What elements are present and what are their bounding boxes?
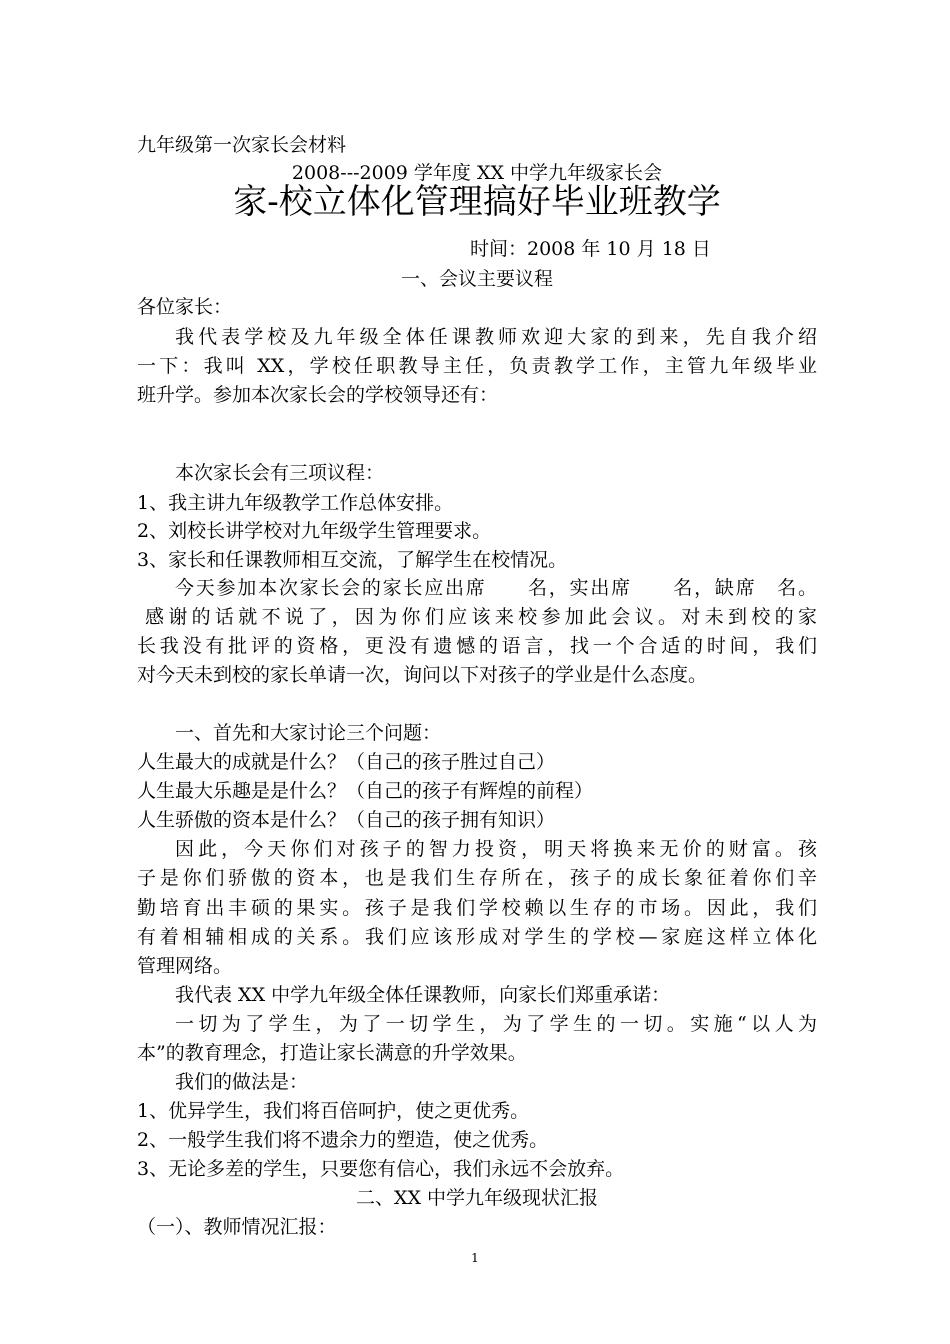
- document-header: 九年级第一次家长会材料: [137, 134, 347, 156]
- approach-intro: 我们的做法是：: [175, 1071, 309, 1093]
- document-subtitle: 2008---2009 学年度 XX 中学九年级家长会: [291, 162, 663, 184]
- intro-line: 班升学。参加本次家长会的学校领导还有：: [137, 384, 499, 406]
- promise-line: 一切为了学生，为了一切学生，为了学生的一切。实施“以人为: [175, 1013, 817, 1035]
- approach-item: 2、一般学生我们将不遗余力的塑造，使之优秀。: [137, 1129, 549, 1151]
- agenda-intro: 本次家长会有三项议程：: [175, 462, 385, 484]
- approach-item: 1、优异学生，我们将百倍呵护，使之更优秀。: [137, 1100, 530, 1122]
- greeting: 各位家长：: [137, 296, 233, 318]
- therefore-line: 勤培育出丰硕的果实。孩子是我们学校赖以生存的市场。因此，我们: [137, 897, 817, 919]
- agenda-item: 1、我主讲九年级教学工作总体安排。: [137, 492, 454, 514]
- thanks-line: 感谢的话就不说了，因为你们应该来校参加此会议。对未到校的家: [145, 606, 817, 628]
- discussion-intro: 一、首先和大家讨论三个问题：: [175, 722, 442, 744]
- question-item: 人生最大的成就是什么？（自己的孩子胜过自己）: [137, 751, 556, 773]
- agenda-item: 3、家长和任课教师相互交流，了解学生在校情况。: [137, 549, 568, 571]
- intro-line: 一下：我叫 XX，学校任职教导主任，负责教学工作，主管九年级毕业: [137, 355, 817, 377]
- document-title: 家-校立体化管理搞好毕业班教学: [233, 182, 721, 222]
- question-item: 人生骄傲的资本是什么？（自己的孩子拥有知识）: [137, 809, 556, 831]
- therefore-line: 管理网络。: [137, 955, 233, 977]
- promise-intro: 我代表 XX 中学九年级全体任课教师，向家长们郑重承诺：: [175, 984, 671, 1006]
- page-number: 1: [471, 1251, 479, 1265]
- therefore-line: 有着相辅相成的关系。我们应该形成对学生的学校—家庭这样立体化: [137, 926, 817, 948]
- promise-line: 本”的教育理念，打造让家长满意的升学效果。: [137, 1042, 527, 1064]
- section-heading-status: 二、XX 中学九年级现状汇报: [355, 1187, 599, 1209]
- agenda-item: 2、刘校长讲学校对九年级学生管理要求。: [137, 520, 492, 542]
- thanks-line: 长我没有批评的资格，更没有遗憾的语言，找一个合适的时间，我们: [137, 635, 817, 657]
- section-heading-agenda: 一、会议主要议程: [400, 268, 553, 290]
- meeting-time: 时间：2008 年 10 月 18 日: [470, 238, 711, 260]
- attendance-line: 今天参加本次家长会的家长应出席 名，实出席 名，缺席 名。: [175, 577, 817, 599]
- subsection-heading-teachers: （一）、教师情况汇报：: [137, 1216, 337, 1238]
- intro-line: 我代表学校及九年级全体任课教师欢迎大家的到来，先自我介绍: [175, 326, 817, 348]
- question-item: 人生最大乐趣是是什么？（自己的孩子有辉煌的前程）: [137, 780, 594, 802]
- thanks-line: 对今天未到校的家长单请一次，询问以下对孩子的学业是什么态度。: [137, 664, 708, 686]
- therefore-line: 子是你们骄傲的资本，也是我们生存所在，孩子的成长象征着你们辛: [137, 867, 817, 889]
- approach-item: 3、无论多差的学生，只要您有信心，我们永远不会放弃。: [137, 1158, 625, 1180]
- therefore-line: 因此，今天你们对孩子的智力投资，明天将换来无价的财富。孩: [175, 838, 817, 860]
